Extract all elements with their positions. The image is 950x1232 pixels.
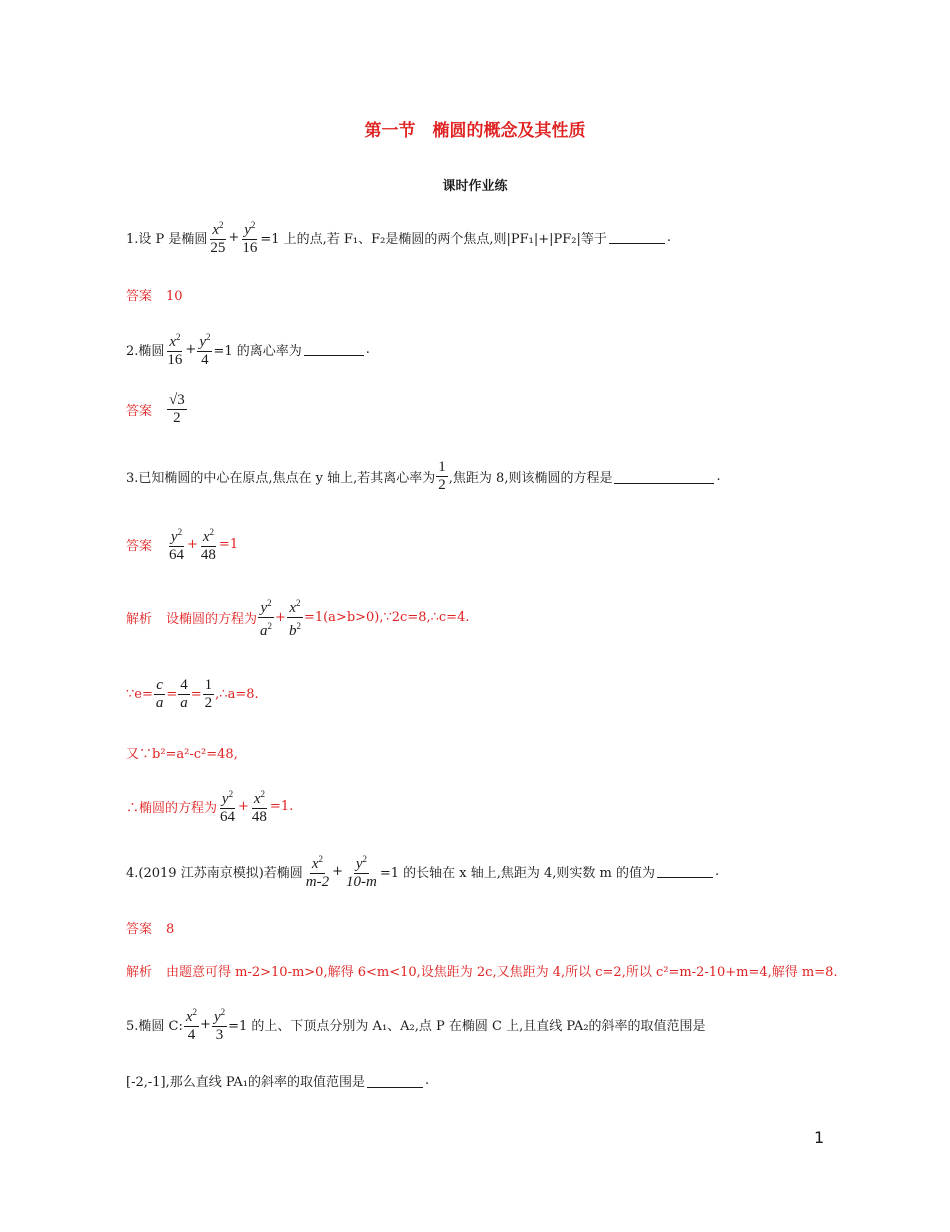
fraction-numerator: y	[199, 334, 206, 350]
page-number: 1	[814, 1128, 825, 1147]
question-3	[126, 459, 721, 494]
fraction-denominator: 64	[169, 547, 185, 563]
analysis-text: ∴椭圆的方程为	[126, 800, 218, 816]
question-1-prefix: 1.设 P 是椭圆	[126, 231, 208, 247]
plus-sign: +	[187, 536, 198, 552]
fraction-numerator: y	[355, 856, 363, 872]
fraction-numerator: x	[212, 222, 219, 238]
analysis-4	[126, 961, 838, 980]
analysis-text: ,∴a=8.	[215, 687, 259, 702]
fraction-denominator: 48	[251, 809, 267, 825]
answer-label: 答案	[126, 289, 153, 304]
fraction-y2-16: $\frac{y^2}{16}$	[240, 217, 259, 257]
fraction-denominator: b	[288, 623, 297, 639]
fraction-numerator: y	[221, 791, 229, 807]
fraction-denominator: m-2	[305, 874, 330, 890]
analysis-3-line-2	[126, 677, 259, 712]
analysis-text: ∵e=	[126, 687, 153, 702]
fraction-x2-16: $\frac{x^2}{16}$	[165, 329, 184, 369]
fraction-denominator: 2	[173, 410, 181, 426]
fraction-denominator: 64	[220, 809, 236, 825]
equals-sign: =	[166, 687, 178, 702]
fraction-c-over-a	[154, 677, 166, 712]
fraction-numerator: y	[260, 600, 268, 616]
fraction-y2-a2: $\frac{y^2}{a^2}$	[258, 595, 274, 640]
answer-blank[interactable]	[657, 876, 713, 878]
fraction-numerator: x	[289, 600, 297, 616]
plus-sign: +	[238, 798, 249, 814]
fraction-y2-4: $\frac{y^2}{4}$	[197, 329, 212, 369]
period: .	[365, 341, 370, 357]
fraction-x2-m-2: $\frac{x^2}{m-2}$	[304, 851, 331, 891]
fraction-denominator: 4	[201, 352, 209, 368]
answer-4	[126, 918, 174, 937]
fraction-y2-3: $\frac{y^2}{3}$	[212, 1004, 227, 1044]
plus-sign: +	[200, 1016, 211, 1032]
answer-blank[interactable]	[304, 354, 364, 356]
analysis-text: =1.	[269, 798, 294, 814]
question-2-text: =1 的离心率为	[213, 343, 302, 359]
analysis-3-line-1	[126, 595, 469, 640]
fraction-numerator: y	[213, 1009, 221, 1025]
answer-1	[126, 285, 183, 304]
fraction-sqrt3-over-2	[167, 392, 187, 427]
question-2	[126, 329, 370, 369]
fraction-x2-25: $\frac{x^2}{25}$	[208, 217, 227, 257]
question-4-text: =1 的长轴在 x 轴上,焦距为 4,则实数 m 的值为	[379, 865, 655, 881]
question-4	[126, 851, 719, 891]
fraction-denominator: 16	[167, 352, 183, 368]
question-1	[126, 217, 671, 257]
answer-label: 答案	[126, 922, 153, 937]
answer-blank[interactable]	[367, 1086, 423, 1088]
analysis-text: =1(a>b>0),∵2c=8,∴c=4.	[303, 610, 470, 625]
equals-sign: =	[190, 687, 202, 702]
period: .	[716, 469, 721, 484]
plus-sign: +	[185, 341, 197, 357]
analysis-label: 解析	[126, 965, 153, 980]
answer-3	[126, 524, 238, 564]
fraction-one-half	[203, 677, 215, 712]
question-2-prefix: 2.椭圆	[126, 343, 165, 359]
fraction-numerator: x	[169, 334, 176, 350]
fraction-denominator: a	[155, 695, 164, 711]
fraction-denominator: 4	[187, 1027, 196, 1043]
fraction-numerator: √3	[169, 392, 185, 408]
answer-value: 8	[166, 922, 175, 937]
fraction-numerator: x	[253, 791, 261, 807]
analysis-3-line-4	[126, 786, 293, 826]
analysis-3-line-3: 又∵b²=a²-c²=48,	[126, 747, 238, 762]
fraction-denominator: 25	[210, 240, 226, 256]
question-5-prefix: 5.椭圆 C:	[126, 1018, 183, 1034]
fraction-x2-48: $\frac{x^2}{48}$	[199, 524, 218, 564]
question-1-text: =1 上的点,若 F₁、F₂是椭圆的两个焦点,则|PF₁|+|PF₂|等于	[260, 231, 607, 247]
fraction-numerator: 1	[438, 459, 446, 475]
fraction-denominator: a	[260, 623, 268, 639]
fraction-denominator: 10-m	[346, 874, 377, 890]
fraction-x2-48: $\frac{x^2}{48}$	[250, 786, 269, 826]
fraction-denominator: 16	[242, 240, 258, 256]
answer-label: 答案	[126, 404, 153, 419]
fraction-numerator: y	[244, 222, 251, 238]
answer-blank[interactable]	[614, 482, 714, 484]
fraction-numerator: x	[185, 1009, 193, 1025]
period: .	[425, 1073, 430, 1088]
question-5	[126, 1004, 706, 1044]
fraction-4-over-a	[178, 677, 190, 712]
fraction-denominator: 2	[204, 695, 213, 711]
fraction-numerator: x	[311, 856, 319, 872]
answer-value: 10	[166, 289, 183, 304]
fraction-y2-64: $\frac{y^2}{64}$	[167, 524, 186, 564]
plus-sign: +	[332, 863, 343, 879]
question-5-line-2	[126, 1071, 429, 1090]
fraction-y2-10-m: $\frac{y^2}{10-m}$	[344, 851, 379, 891]
fraction-x2-b2: $\frac{x^2}{b^2}$	[287, 595, 303, 640]
answer-2	[126, 392, 188, 427]
analysis-text: 由题意可得 m-2>10-m>0,解得 6<m<10,设焦距为 2c,又焦距为 4,所以 c=2,所以 c²=m-2-10+m=4,解得 m=8.	[166, 965, 838, 980]
answer-blank[interactable]	[609, 242, 665, 244]
fraction-numerator: 4	[180, 677, 188, 693]
fraction-denominator: 48	[200, 547, 216, 563]
period: .	[666, 229, 671, 245]
analysis-text: 设椭圆的方程为	[166, 612, 258, 627]
analysis-label: 解析	[126, 612, 153, 627]
fraction-numerator: y	[170, 529, 178, 545]
fraction-denominator: a	[180, 695, 188, 711]
section-subtitle: 课时作业练	[442, 179, 508, 194]
fraction-denominator: 2	[438, 477, 446, 493]
equals-one: =1	[218, 536, 239, 552]
fraction-numerator: 1	[204, 677, 213, 693]
fraction-x2-4: $\frac{x^2}{4}$	[184, 1004, 199, 1044]
fraction-one-half	[436, 459, 448, 494]
answer-label: 答案	[126, 538, 153, 554]
question-5-text: =1 的上、下顶点分别为 A₁、A₂,点 P 在椭圆 C 上,且直线 PA₂的斜率的取值范围是	[228, 1018, 706, 1034]
fraction-numerator: x	[202, 529, 210, 545]
period: .	[714, 863, 720, 879]
plus-sign: +	[228, 229, 240, 245]
question-3-text: ,焦距为 8,则该椭圆的方程是	[448, 471, 613, 486]
question-4-prefix: 4.(2019 江苏南京模拟)若椭圆	[126, 865, 303, 881]
fraction-numerator: c	[156, 677, 163, 693]
fraction-denominator: 3	[215, 1027, 224, 1043]
question-5-text: [-2,-1],那么直线 PA₁的斜率的取值范围是	[126, 1075, 366, 1090]
page-title: 第一节 椭圆的概念及其性质	[364, 121, 586, 141]
question-3-prefix: 3.已知椭圆的中心在原点,焦点在 y 轴上,若其离心率为	[126, 471, 436, 486]
plus-sign: +	[275, 610, 286, 625]
fraction-y2-64: $\frac{y^2}{64}$	[218, 786, 237, 826]
